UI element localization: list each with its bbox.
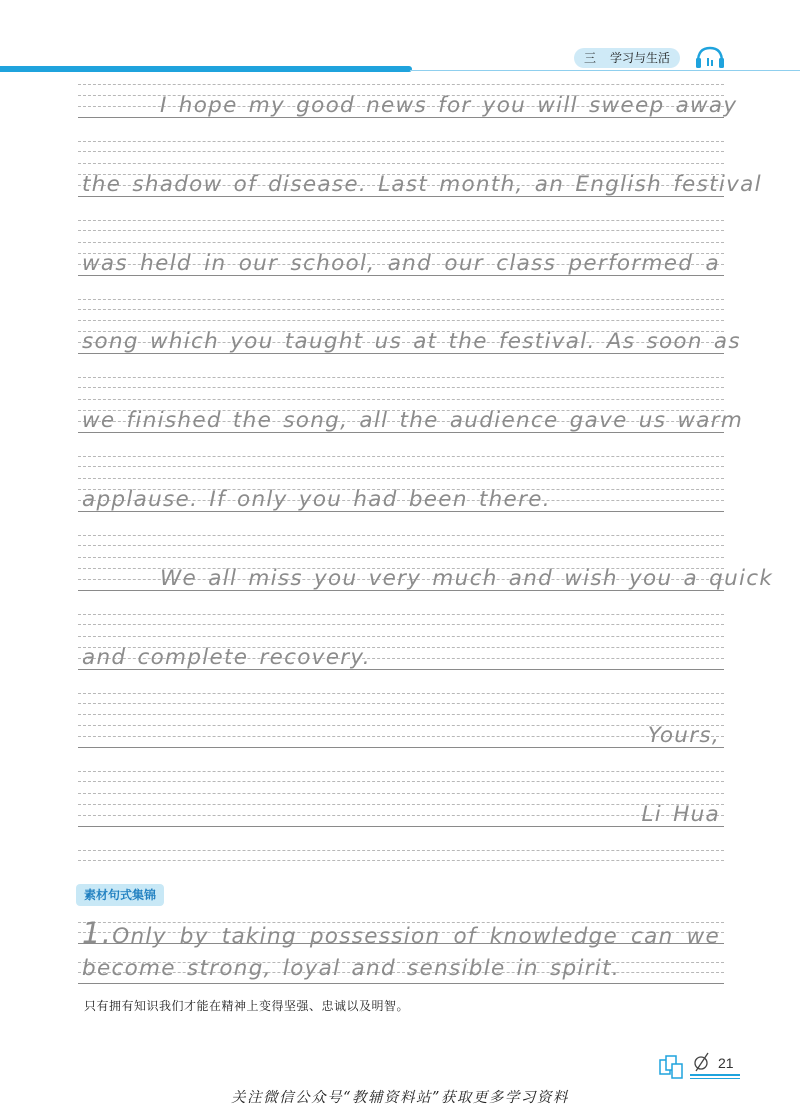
letter-line-text: was held in our school, and our class performed a [82,250,720,276]
letter-line-text: the shadow of disease. Last month, an English festival [82,171,762,197]
letter-line-row [78,84,738,163]
letter-line-text: We all miss you very much and wish you a quick [160,565,774,591]
letter-line-row [78,478,724,557]
letter-line-row [78,793,724,872]
letter-line-text: Li Hua [641,802,720,828]
page-number: 21 [718,1055,734,1071]
pen-deco-icon [690,1049,714,1073]
footer-note: 关注微信公众号“教辅资料站”获取更多学习资料 [231,1090,569,1106]
letter-line-text: and complete recovery. [82,644,371,670]
material-section-tag: 素材句式集锦 [76,884,164,906]
page-underline [690,1074,740,1076]
letter-line-row [78,636,724,715]
book-stack-icon [658,1054,686,1080]
letter-line-text: song which you taught us at the festival. As soon as [82,329,741,355]
letter-line-text: applause. If only you had been there. [82,486,551,512]
section-number: 三 [584,51,597,65]
header-accent-bar [0,66,412,72]
letter-line-row [78,163,762,242]
section-title: 学习与生活 [610,51,671,65]
letter-line-row [78,320,741,399]
example-translation: 只有拥有知识我们才能在精神上变得坚强、忠诚以及明智。 [84,999,410,1013]
letter-line-text: I hope my good news for you will sweep away [160,93,738,118]
example-number: 1. [82,916,113,950]
letter-line-text: Yours, [647,723,720,749]
letter-line-row [78,714,724,793]
header-divider [410,70,800,71]
page-underline-thin [690,1078,740,1079]
letter-line-text: we finished the song, all the audience gave us warm [82,408,744,434]
headphone-icon [694,44,726,70]
example-line-1: 1.Only by taking possession of knowledge can we [82,916,720,950]
section-label [574,48,680,68]
letter-body [78,84,774,872]
example-line-2: become strong, loyal and sensible in spirit. [82,956,620,981]
example-sentence [78,912,724,992]
letter-line-row [78,242,724,321]
letter-line-row [78,557,774,636]
letter-line-row [78,399,744,478]
